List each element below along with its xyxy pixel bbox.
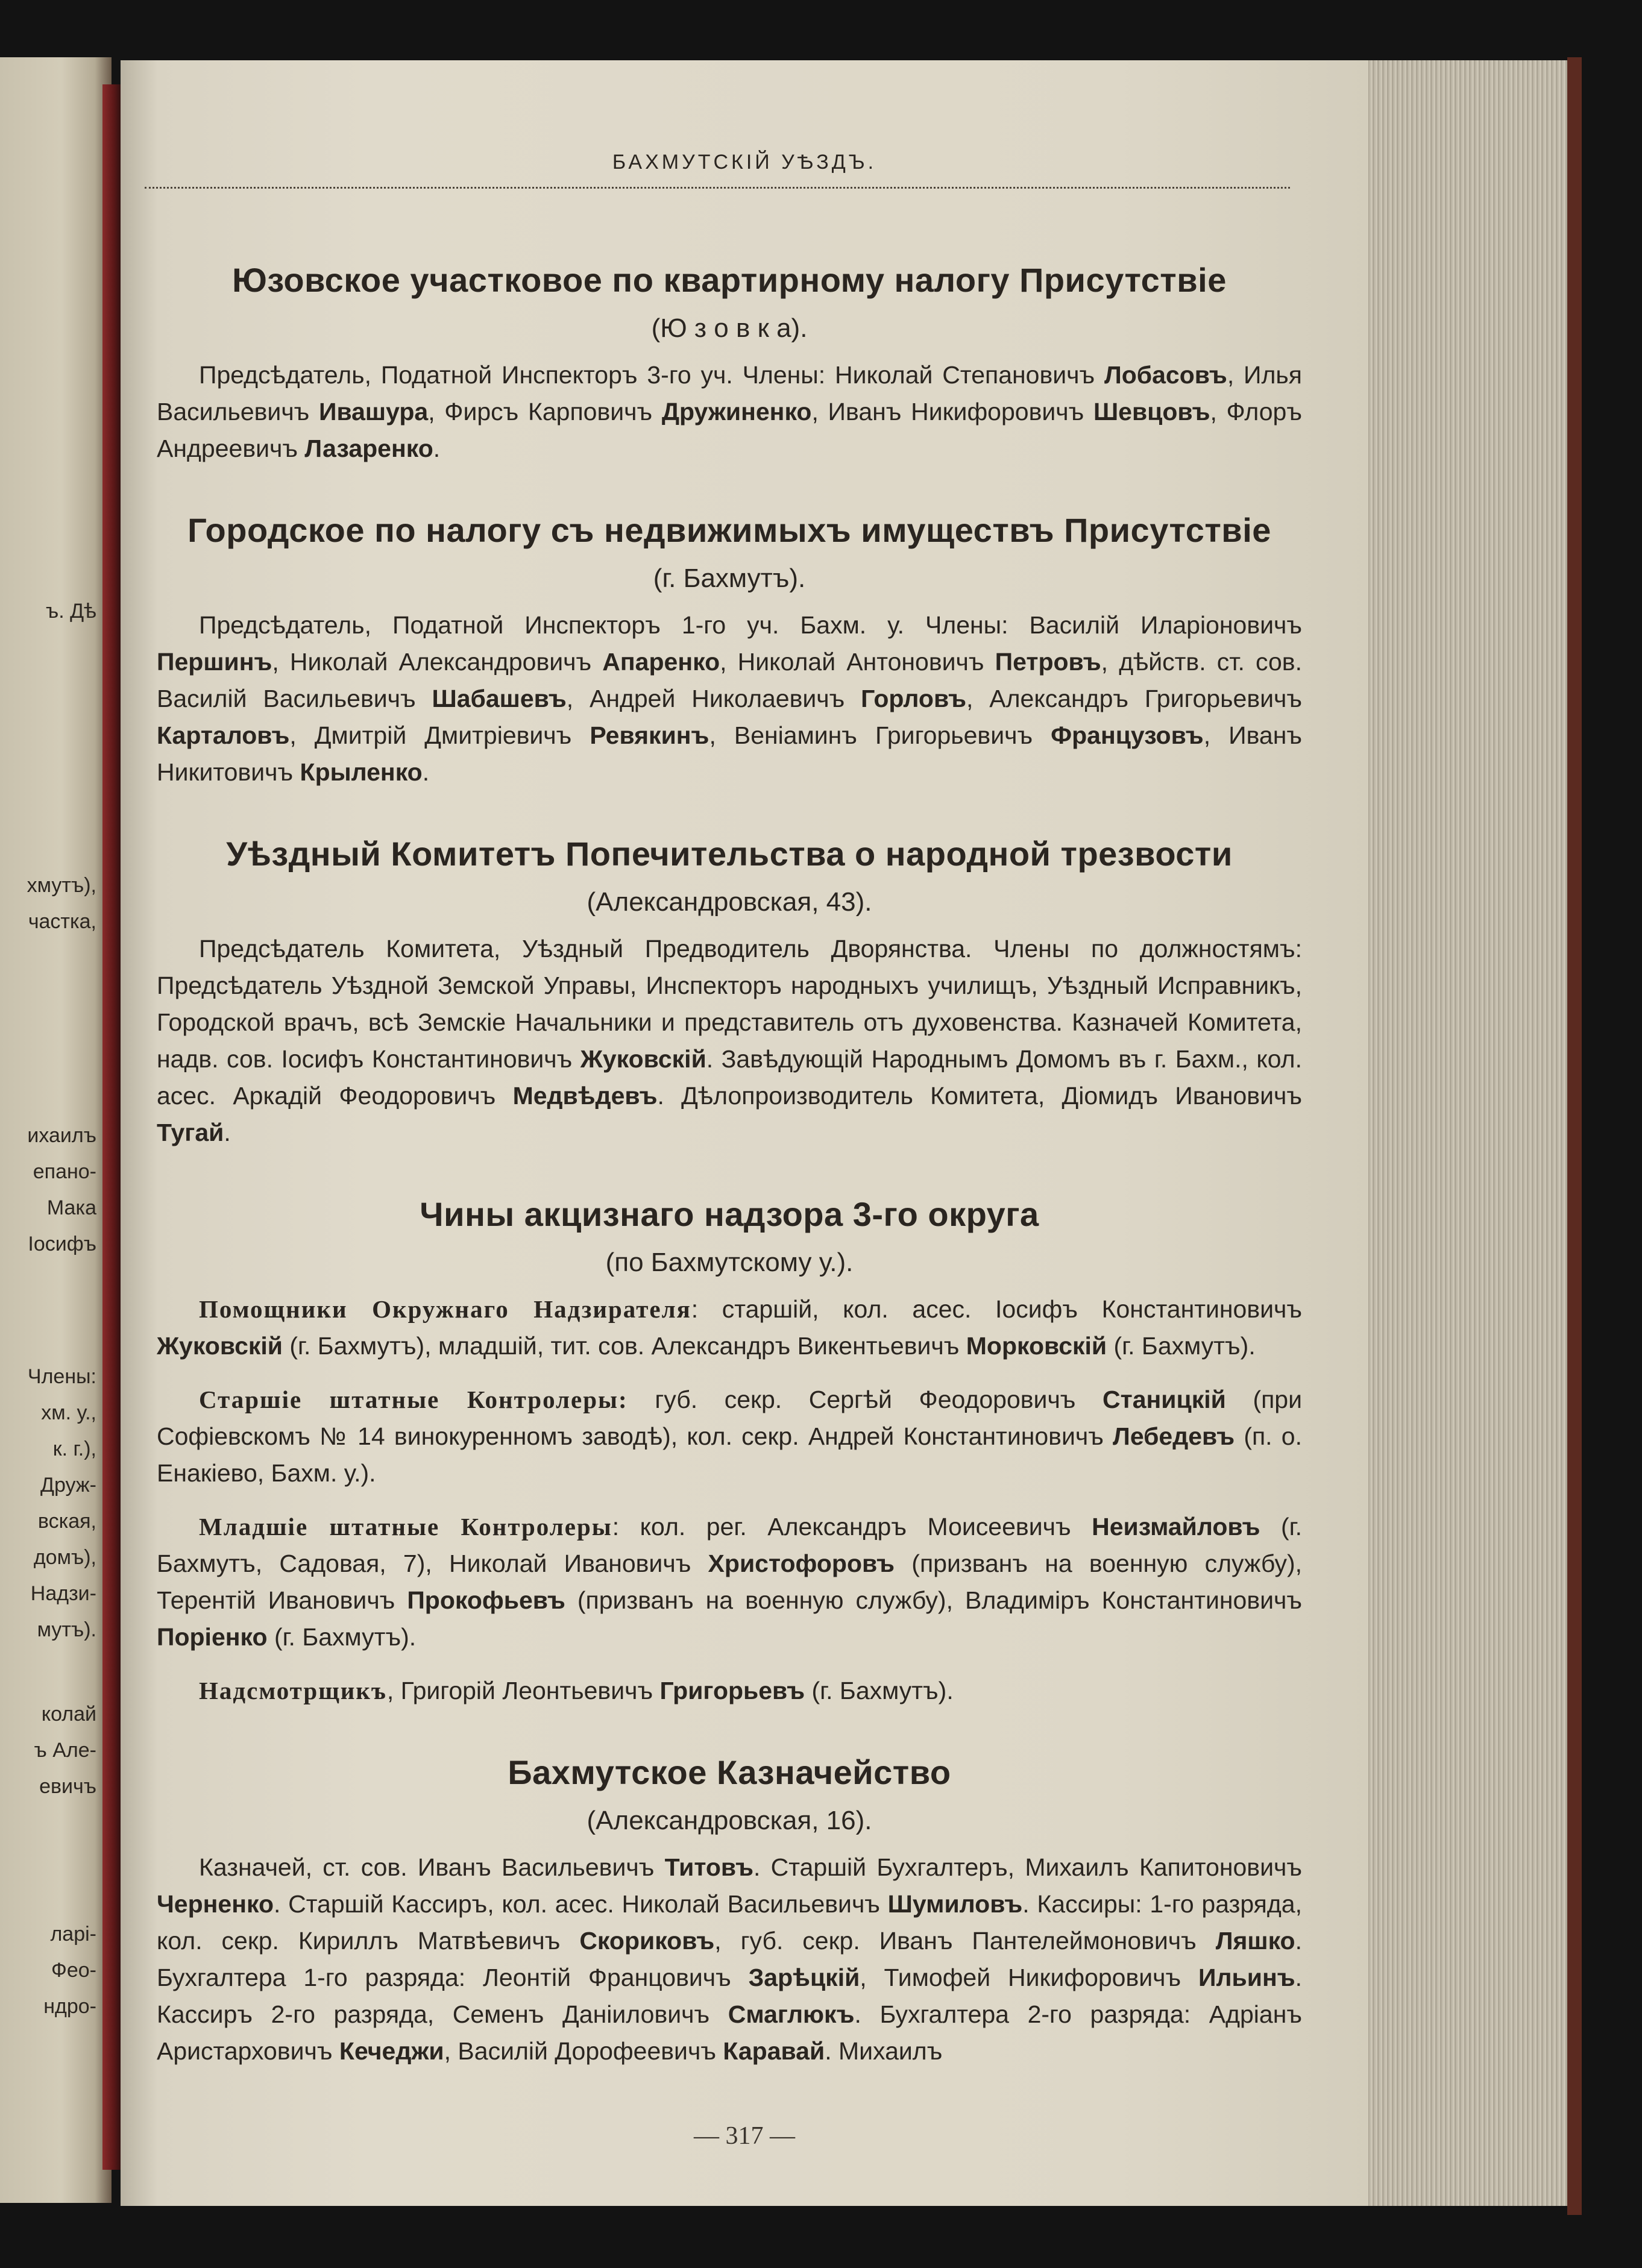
person-surname: Лазаренко <box>304 435 433 462</box>
text-run: (г. Бахмутъ), младшій, тит. сов. Александръ Викентьевичъ <box>282 1332 966 1360</box>
section-address: (Александровская, 43). <box>587 887 872 917</box>
text-run: . Бухгалтера 1-го разряда: Леонтій Францовичъ <box>157 1927 1302 1991</box>
left-page-fragment: мутъ). <box>37 1618 96 1641</box>
section-paragraph <box>157 607 1302 791</box>
person-surname: Ильинъ <box>1198 1964 1295 1991</box>
left-page-fragment: вская, <box>37 1510 96 1533</box>
person-surname: Ревякинъ <box>590 721 709 749</box>
book-spine <box>102 84 122 2170</box>
text-run: , Николай Антоновичъ <box>720 648 995 676</box>
person-surname: Каравай <box>723 2037 825 2065</box>
section-paragraph <box>157 1849 1302 2070</box>
text-run: (г. Бахмутъ, Садовая, 7), Николай Ивановичъ <box>157 1513 1302 1577</box>
role-label: Младшіе штатные Контролеры <box>199 1513 612 1541</box>
text-run: : кол. рег. Александръ Моисеевичъ <box>612 1513 1092 1541</box>
left-page-fragment: Фео- <box>51 1959 96 1982</box>
text-run: , Тимофей Никифоровичъ <box>860 1964 1199 1991</box>
person-surname: Карталовъ <box>157 721 290 749</box>
left-page-fragment: колай <box>41 1703 96 1726</box>
page-content <box>157 205 1302 2070</box>
text-run: Казначей, ст. сов. Иванъ Васильевичъ <box>199 1853 665 1881</box>
person-surname: Станицкій <box>1103 1386 1226 1413</box>
person-surname: Першинъ <box>157 648 272 676</box>
text-run: (г. Бахмутъ). <box>267 1623 417 1651</box>
text-run: , Флоръ Андреевичъ <box>157 398 1302 462</box>
section-title: Чины акцизнаго надзора 3-го округа <box>420 1195 1039 1233</box>
person-surname: Французовъ <box>1051 721 1204 749</box>
left-page-fragment: епано- <box>33 1160 96 1183</box>
section-title: Бахмутское Казначейство <box>508 1753 951 1791</box>
section-paragraph <box>157 1509 1302 1656</box>
person-surname: Неизмайловъ <box>1092 1513 1260 1541</box>
person-surname: Лобасовъ <box>1104 361 1227 389</box>
text-run: , Григорій Леонтьевичъ <box>386 1677 660 1704</box>
person-surname: Петровъ <box>995 648 1101 676</box>
text-run: . <box>422 758 430 786</box>
text-run: , Николай Александровичъ <box>272 648 603 676</box>
text-run: Предсѣдатель, Податной Инспекторъ 1-го уч. Бахм. у. Члены: Василій Иларіоновичъ <box>199 611 1302 639</box>
left-page-fragment: хмутъ), <box>27 874 96 897</box>
text-run: , дѣйств. ст. сов. Василій Васильевичъ <box>157 648 1302 712</box>
person-surname: Кечеджи <box>339 2037 444 2065</box>
left-page-fragment: частка, <box>28 910 96 933</box>
left-page-fragment: ндро- <box>43 1995 96 2018</box>
left-page-fragment: ихаилъ <box>27 1124 96 1147</box>
person-surname: Тугай <box>157 1119 224 1146</box>
left-page-fragment: евичъ <box>39 1775 96 1798</box>
person-surname: Титовъ <box>664 1853 753 1881</box>
person-surname: Поріенко <box>157 1623 268 1651</box>
person-surname: Шабашевъ <box>432 685 567 712</box>
role-label: Надсмотрщикъ <box>199 1677 387 1704</box>
section-paragraph <box>157 1381 1302 1492</box>
text-run: . Бухгалтера 2-го разряда: Адріанъ Аристарховичъ <box>157 2000 1302 2065</box>
text-run: , губ. секр. Иванъ Пантелеймоновичъ <box>714 1927 1216 1955</box>
role-label: Старшіе штатные Контролеры: <box>199 1386 628 1413</box>
previous-page-edge <box>0 57 112 2203</box>
left-page-fragment: к. г.), <box>52 1437 96 1460</box>
text-run: . Старшій Бухгалтеръ, Михаилъ Капитоновичъ <box>753 1853 1302 1881</box>
text-run: . Михаилъ <box>825 2037 943 2065</box>
person-surname: Шевцовъ <box>1093 398 1210 426</box>
person-surname: Скориковъ <box>579 1927 715 1955</box>
text-run: : старшій, кол. асес. Іосифъ Константиновичъ <box>691 1295 1303 1323</box>
text-run: (г. Бахмутъ). <box>805 1677 954 1704</box>
section-paragraph <box>157 357 1302 467</box>
text-run: , Александръ Григорьевичъ <box>966 685 1302 712</box>
text-run: (призванъ на военную службу), Терентій Ивановичъ <box>157 1550 1302 1614</box>
text-run: . <box>224 1119 231 1146</box>
text-run: , Иванъ Никифоровичъ <box>811 398 1093 426</box>
section-title: Городское по налогу съ недвижимыхъ имуществъ Присутствіе <box>187 511 1271 549</box>
left-page-fragment: Надзи- <box>30 1582 96 1605</box>
text-run: , Андрей Николаевичъ <box>566 685 861 712</box>
section-address: (Александровская, 16). <box>587 1806 872 1835</box>
left-page-fragment: Друж- <box>40 1474 96 1497</box>
header-rule <box>145 181 1290 189</box>
text-run: , Василій Дорофеевичъ <box>444 2037 723 2065</box>
section-address: (г. Бахмутъ). <box>653 564 806 593</box>
person-surname: Черненко <box>157 1890 274 1918</box>
text-run: (п. о. Енакіево, Бахм. у.). <box>157 1422 1302 1487</box>
page-number: — 317 — <box>694 2122 795 2150</box>
text-run: , Фирсъ Карповичъ <box>428 398 662 426</box>
text-run: (призванъ на военную службу), Владиміръ Константиновичъ <box>565 1586 1302 1614</box>
section-address: (Ю з о в к а). <box>651 313 808 343</box>
section-paragraph <box>157 1673 1302 1709</box>
cover-edge <box>1567 57 1582 2215</box>
person-surname: Христофоровъ <box>708 1550 895 1577</box>
section-title: Уѣздный Комитетъ Попечительства о народной трезвости <box>226 835 1233 873</box>
text-run: Предсѣдатель, Податной Инспекторъ 3-го уч. Члены: Николай Степановичъ <box>199 361 1104 389</box>
text-run: (при Софіевскомъ № 14 винокуренномъ заводѣ), кол. секр. Андрей Константиновичъ <box>157 1386 1302 1450</box>
book-page <box>121 60 1368 2206</box>
person-surname: Жуковскій <box>580 1045 706 1073</box>
left-page-fragment: Мака <box>46 1196 96 1219</box>
left-page-fragment: домъ), <box>33 1546 96 1569</box>
text-run: , Илья Васильевичъ <box>157 361 1302 426</box>
text-run: . Кассиры: 1-го разряда, кол. секр. Кириллъ Матвѣевичъ <box>157 1890 1302 1955</box>
text-run: . Старшій Кассиръ, кол. асес. Николай Васильевичъ <box>274 1890 888 1918</box>
person-surname: Прокофьевъ <box>407 1586 565 1614</box>
role-label: Помощники Окружнаго Надзирателя <box>199 1295 691 1323</box>
person-surname: Ивашура <box>319 398 429 426</box>
person-surname: Шумиловъ <box>887 1890 1023 1918</box>
text-run: . Кассиръ 2-го разряда, Семенъ Даніиловичъ <box>157 1964 1303 2028</box>
person-surname: Лебедевъ <box>1113 1422 1235 1450</box>
text-run: , Дмитрій Дмитріевичъ <box>289 721 590 749</box>
section-paragraph <box>157 931 1302 1151</box>
left-page-fragment: ъ. Дѣ <box>45 600 96 623</box>
text-run: . Дѣлопроизводитель Комитета, Діомидъ Ивановичъ <box>657 1082 1302 1110</box>
person-surname: Медвѣдевъ <box>512 1082 658 1110</box>
section-address: (по Бахмутскому у.). <box>605 1248 854 1277</box>
text-run: , Веніаминъ Григорьевичъ <box>709 721 1051 749</box>
person-surname: Зарѣцкій <box>748 1964 860 1991</box>
left-page-fragment: Іосифъ <box>28 1233 96 1255</box>
page-block-edge <box>1365 60 1579 2206</box>
person-surname: Смаглюкъ <box>728 2000 855 2028</box>
section-title: Юзовское участковое по квартирному налогу Присутствіе <box>232 261 1227 299</box>
person-surname: Горловъ <box>861 685 967 712</box>
person-surname: Крыленко <box>300 758 423 786</box>
section-paragraph <box>157 1291 1302 1365</box>
running-head: БАХМУТСКІЙ УѢЗДЪ. <box>612 151 877 174</box>
text-run: . Завѣдующій Народнымъ Домомъ въ г. Бахм., кол. асес. Аркадій Феодоровичъ <box>157 1045 1302 1110</box>
left-page-fragment: ларі- <box>50 1923 96 1946</box>
person-surname: Апаренко <box>602 648 720 676</box>
person-surname: Дружиненко <box>661 398 812 426</box>
left-page-fragment: ъ Але- <box>34 1739 96 1762</box>
text-run: . <box>433 435 441 462</box>
text-run: , Иванъ Никитовичъ <box>157 721 1302 786</box>
person-surname: Жуковскій <box>157 1332 283 1360</box>
text-run: (г. Бахмутъ). <box>1107 1332 1256 1360</box>
text-run: губ. секр. Сергѣй Феодоровичъ <box>628 1386 1103 1413</box>
person-surname: Морковскій <box>966 1332 1107 1360</box>
person-surname: Григорьевъ <box>659 1677 805 1704</box>
text-run: Предсѣдатель Комитета, Уѣздный Предводитель Дворянства. Члены по должностямъ: Предсѣдатель Уѣздной Земской Управы, Инспекторъ народныхъ училищъ, Уѣздный Исправникъ, Городской врачъ, всѣ Земскіе Начальники и представитель отъ духовенства. Казначей Комитета, надв. сов. Іосифъ Константиновичъ <box>157 935 1302 1073</box>
person-surname: Ляшко <box>1215 1927 1295 1955</box>
left-page-fragment: Члены: <box>27 1365 96 1388</box>
left-page-fragment: хм. у., <box>41 1401 96 1424</box>
